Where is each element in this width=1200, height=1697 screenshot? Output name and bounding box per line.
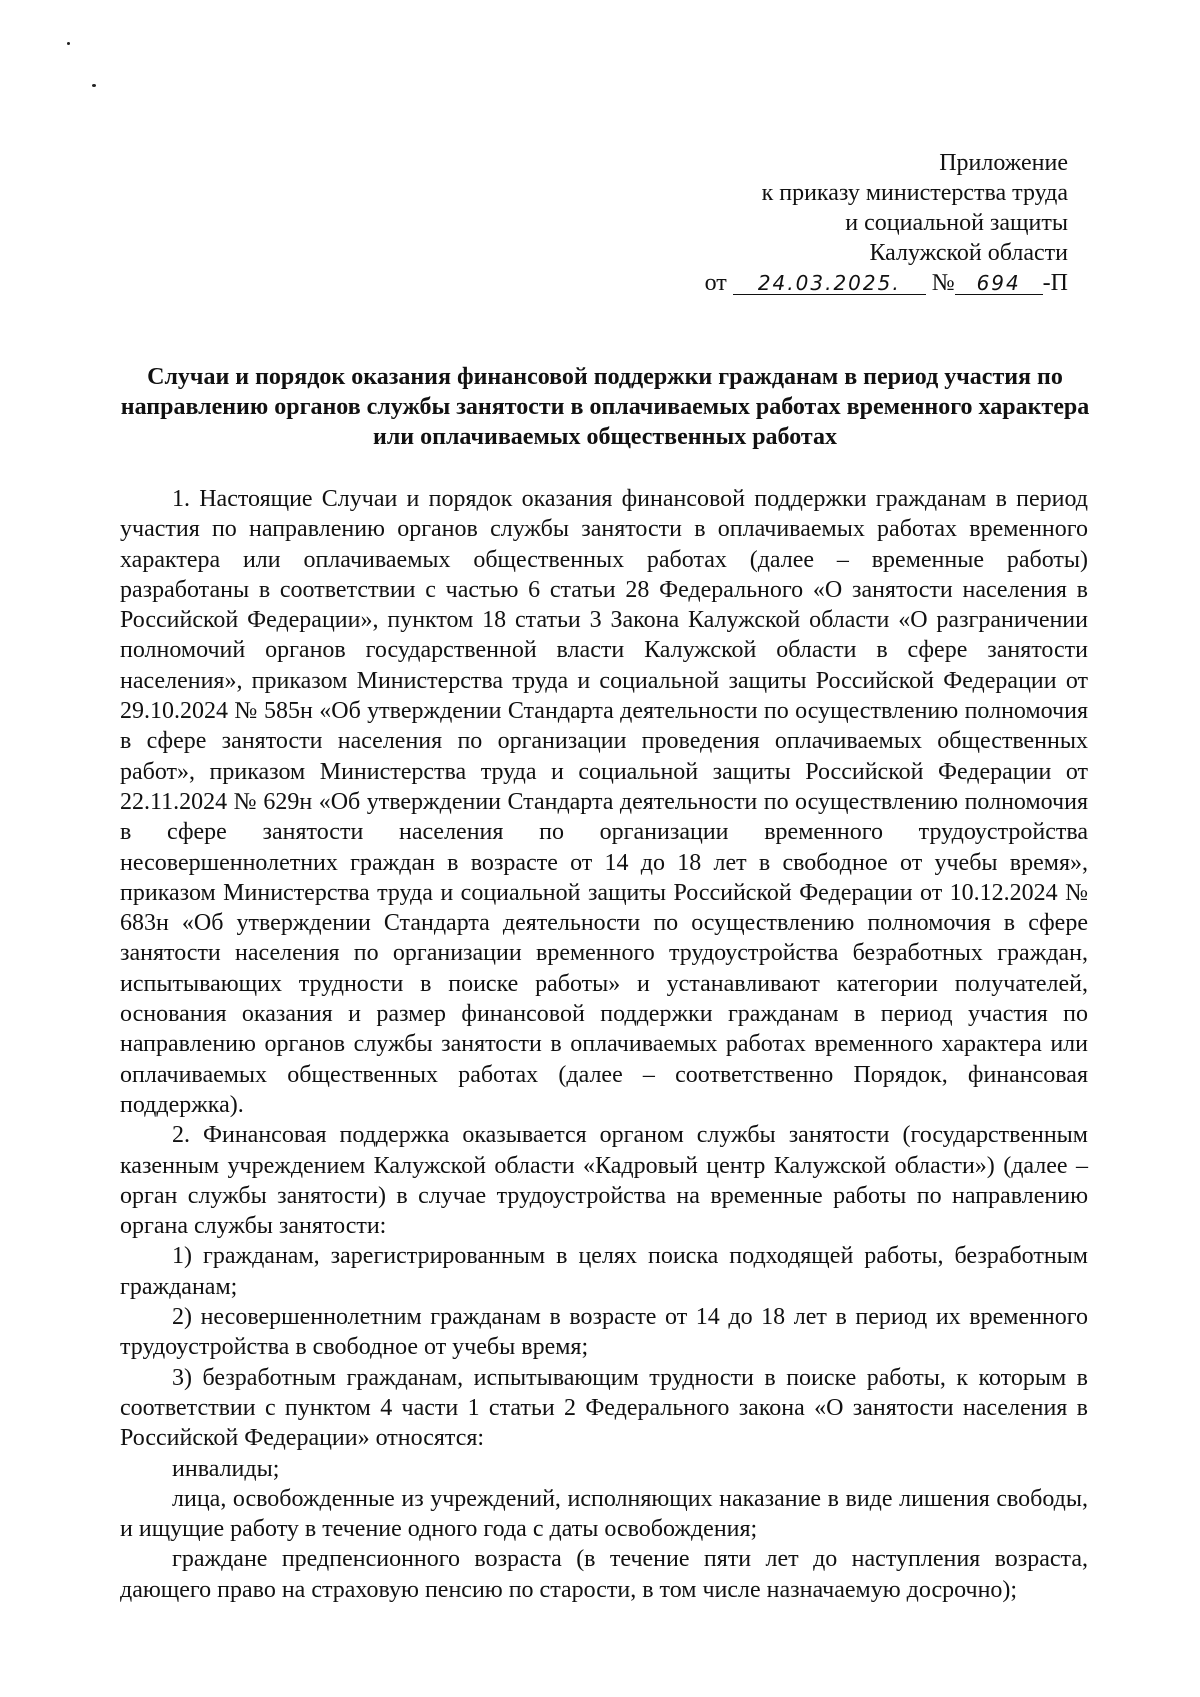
appendix-line: к приказу министерства труда [761, 180, 1068, 206]
document-title: Случаи и порядок оказания финансовой поддержки гражданам в период участия по направлению органов службы занятости в оплачиваемых работах временного характера или оплачиваемых общественных работах [120, 364, 1090, 450]
paragraph: 2. Финансовая поддержка оказывается органом службы занятости (государственным казенным учреждением Калужской области «Кадровый центр Калужской области») (далее – орган службы занятости) в случае трудоустройства на временные работы по направлению органа службы занятости: [120, 1122, 1088, 1240]
appendix-line: Калужской области [869, 240, 1068, 266]
ref-number-sign: № [931, 270, 955, 296]
ref-prefix: от [704, 270, 727, 296]
appendix-line: Приложение [939, 150, 1068, 176]
handwritten-number: 694 [955, 272, 1043, 295]
list-item: 3) безработным гражданам, испытывающим трудности в поиске работы, к которым в соответствии с пунктом 4 части 1 статьи 2 Федерального закона «О занятости населения в Российской Федерации» относятся: [120, 1364, 1088, 1452]
appendix-header [705, 148, 1068, 298]
document-body [120, 484, 1088, 1605]
scan-speck [67, 42, 70, 45]
handwritten-date: 24.03.2025. [733, 272, 926, 295]
order-reference [705, 268, 1068, 298]
appendix-line: и социальной защиты [845, 210, 1068, 236]
list-item: 1) гражданам, зарегистрированным в целях поиска подходящей работы, безработным гражданам; [120, 1243, 1088, 1300]
category-item: инвалиды; [172, 1455, 280, 1482]
category-item: граждане предпенсионного возраста (в течение пяти лет до наступления возраста, дающего право на страховую пенсию по старости, в том числе назначаемую досрочно); [120, 1546, 1088, 1603]
list-item: 2) несовершеннолетним гражданам в возрасте от 14 до 18 лет в период их временного трудоустройства в свободное от учебы время; [120, 1304, 1088, 1361]
paragraph: 1. Настоящие Случаи и порядок оказания финансовой поддержки гражданам в период участия по направлению органов службы занятости в оплачиваемых работах временного характера или оплачиваемых общественных работах (далее – временные работы) разработаны в соответствии с частью 6 статьи 28 Федерального «О занятости населения в Российской Федерации», пунктом 18 статьи 3 Закона Калужской области «О разграничении полномочий органов государственной власти Калужской области в сфере занятости населения», приказом Министерства труда и социальной защиты Российской Федерации от 29.10.2024 № 585н «Об утверждении Стандарта деятельности по осуществлению полномочия в сфере занятости населения по организации проведения оплачиваемых общественных работ», приказом Министерства труда и социальной защиты Российской Федерации от 22.11.2024 № 629н «Об утверждении Стандарта деятельности по осуществлению полномочия в сфере занятости населения по организации временного трудоустройства несовершеннолетних граждан в возрасте от 14 до 18 лет в свободное от учебы время», приказом Министерства труда и социальной защиты Российской Федерации от 10.12.2024 № 683н «Об утверждении Стандарта деятельности по осуществлению полномочия в сфере занятости населения по организации временного трудоустройства безработных граждан, испытывающих трудности в поиске работы» и устанавливают категории получателей, основания оказания и размер финансовой поддержки гражданам в период участия по направлению органов службы занятости в оплачиваемых работах временного характера или оплачиваемых общественных работах (далее – соответственно Порядок, финансовая поддержка). [120, 486, 1088, 1118]
category-item: лица, освобожденные из учреждений, исполняющих наказание в виде лишения свободы, и ищущие работу в течение одного года с даты освобождения; [120, 1485, 1088, 1543]
scan-speck [92, 84, 96, 87]
ref-suffix: -П [1042, 270, 1068, 296]
